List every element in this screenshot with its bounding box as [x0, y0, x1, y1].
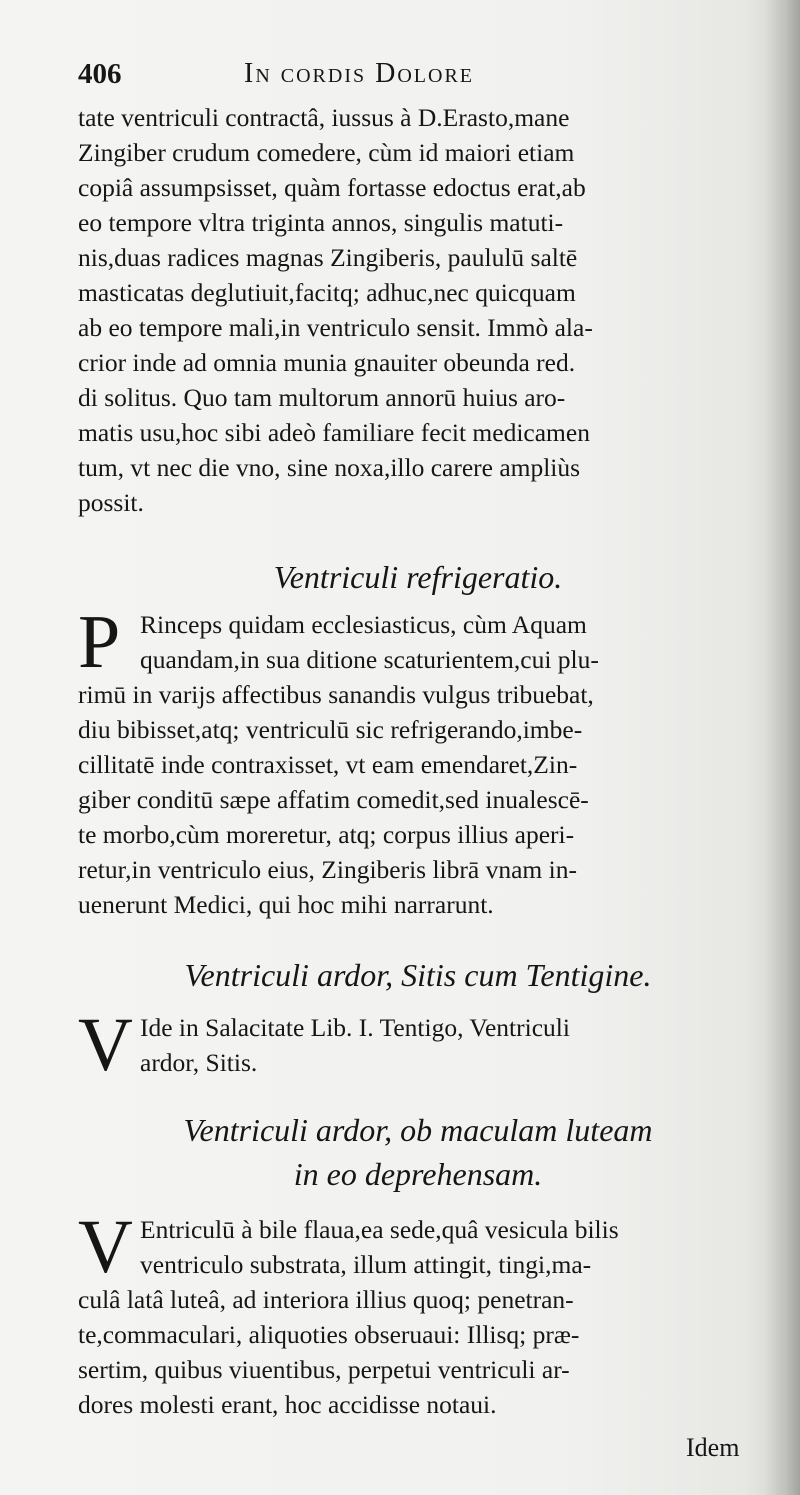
text-line: diu bibisset,atq; ventriculū sic refrigerando,imbe-	[78, 715, 583, 744]
section-heading-macula-line-1: Ventriculi ardor, ob maculam luteam	[183, 1112, 653, 1148]
paragraph-3	[78, 1003, 758, 1087]
page-header	[78, 58, 758, 98]
section-heading-refrigeratio: Ventriculi refrigeratio.	[273, 559, 563, 595]
text-line: di solitus. Quo tam multorum annorū huius aro-	[78, 383, 566, 412]
text-line: uenerunt Medici, qui hoc mihi narrarunt.	[78, 890, 494, 919]
running-head: In cordis Dolore	[244, 58, 474, 89]
page-gutter-shadow	[764, 0, 800, 1495]
text-line: Ide in Salacitate Lib. I. Tentigo, Ventriculi	[140, 1013, 570, 1042]
drop-capital: V	[78, 1205, 133, 1289]
text-line: eo tempore vltra triginta annos, singulis matuti-	[78, 208, 564, 237]
drop-capital: P	[78, 600, 121, 684]
text-line: copiâ assumpsisset, quàm fortasse edoctus erat,ab	[78, 173, 586, 202]
text-line: retur,in ventriculo eius, Zingiberis librā vnam in-	[78, 855, 577, 884]
text-line: Entriculū à bile flaua,ea sede,quâ vesicula bilis	[140, 1215, 619, 1244]
text-line: ab eo tempore mali,in ventriculo sensit. Immò ala-	[78, 313, 593, 342]
text-line: Zingiber crudum comedere, cùm id maiori etiam	[78, 138, 575, 167]
text-line: quandam,in sua ditione scaturientem,cui plu-	[140, 645, 599, 674]
section-heading-ardor-sitis: Ventriculi ardor, Sitis cum Tentigine.	[184, 957, 652, 993]
text-line: nis,duas radices magnas Zingiberis, paululū saltē	[78, 243, 578, 272]
paragraph-1	[78, 100, 758, 520]
text-line: te morbo,cùm moreretur, atq; corpus illius aperi-	[78, 820, 575, 849]
catchword: Idem	[686, 1433, 740, 1462]
paragraph-2	[78, 600, 758, 922]
text-line: culâ latâ luteâ, ad interiora illius quoq; penetran-	[78, 1285, 574, 1314]
text-line: sertim, quibus viuentibus, perpetui ventriculi ar-	[78, 1355, 570, 1384]
text-line: ventriculo substrata, illum attingit, tingi,ma-	[140, 1250, 592, 1279]
text-line: ardor, Sitis.	[140, 1048, 258, 1077]
text-line: giber conditū sæpe affatim comedit,sed inualescē-	[78, 785, 589, 814]
page-number: 406	[78, 58, 122, 90]
text-line: cillitatē inde contraxisset, vt eam emendaret,Zin-	[78, 750, 578, 779]
paragraph-4	[78, 1205, 758, 1422]
text-line: masticatas deglutiuit,facitq; adhuc,nec quicquam	[78, 278, 576, 307]
text-line: possit.	[78, 488, 144, 517]
section-heading-macula-line-2: in eo deprehensam.	[293, 1156, 543, 1192]
text-line: crior inde ad omnia munia gnauiter obeunda red.	[78, 348, 576, 377]
text-line: dores molesti erant, hoc accidisse notaui.	[78, 1390, 497, 1419]
drop-capital: V	[78, 1003, 133, 1087]
text-line: tate ventriculi contractâ, iussus à D.Erasto,mane	[78, 103, 570, 132]
text-line: Rinceps quidam ecclesiasticus, cùm Aquam	[140, 610, 587, 639]
text-line: te,commaculari, aliquoties obseruaui: Illisq; præ-	[78, 1320, 580, 1349]
text-line: tum, vt nec die vno, sine noxa,illo carere ampliùs	[78, 453, 581, 482]
text-line: matis usu,hoc sibi adeò familiare fecit medicamen	[78, 418, 590, 447]
text-line: rimū in varijs affectibus sanandis vulgus tribuebat,	[78, 680, 594, 709]
